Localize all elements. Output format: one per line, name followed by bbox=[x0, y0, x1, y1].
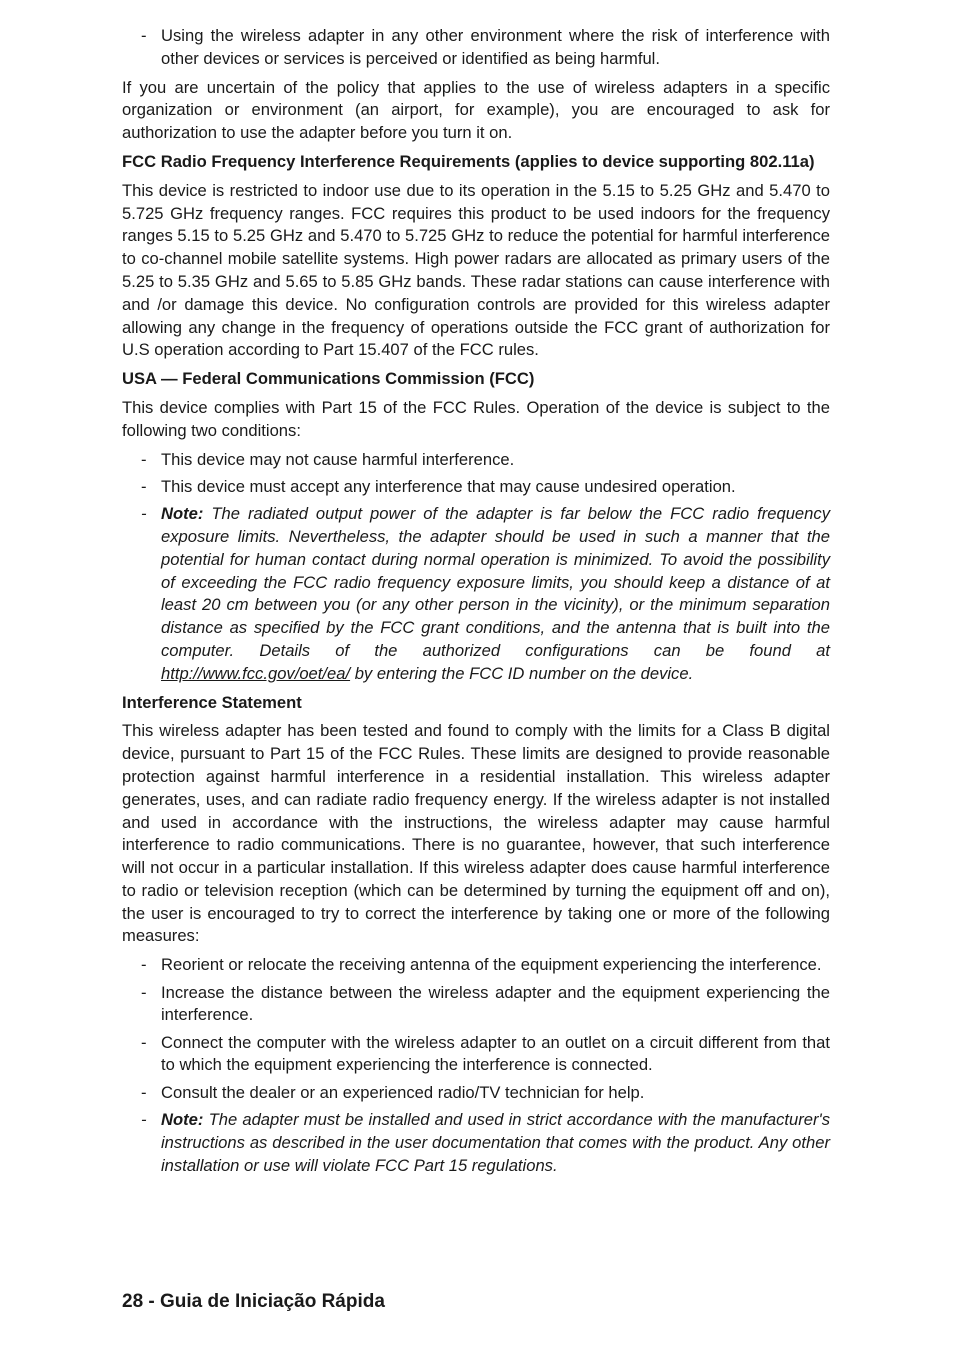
list-item: - Increase the distance between the wireless adapter and the equipment experiencing the interference. bbox=[122, 982, 830, 1028]
note-text-after: by entering the FCC ID number on the device. bbox=[350, 663, 694, 683]
interference-paragraph: This wireless adapter has been tested and found to comply with the limits for a Class B digital device, pursuant to Part 15 of the FCC Rules. These limits are designed to provide reasonable protection against harmful interference in a residential installation. This wireless adapter generates, uses, and can radiate radio frequency energy. If the wireless adapter is not installed and used in accordance with the instructions, the wireless adapter may cause harmful interference to radio communications. There is no guarantee, however, that such interference will not occur in a particular installation. If this wireless adapter does cause harmful interference to radio or television reception (which can be determined by turning the equipment off and on), the user is encouraged to try to correct the interference by taking one or more of the following measures: bbox=[122, 721, 830, 946]
list-item: - Reorient or relocate the receiving antenna of the equipment experiencing the interference. bbox=[122, 954, 830, 977]
page-footer: 28 - Guia de Iniciação Rápida bbox=[122, 1291, 385, 1312]
top-list bbox=[122, 25, 830, 71]
fcc-link[interactable]: http://www.fcc.gov/oet/ea/ bbox=[161, 663, 351, 683]
note-label: Note: bbox=[161, 504, 204, 524]
list-item: - Using the wireless adapter in any other environment where the risk of interference with other devices or services is perceived or identified as being harmful. bbox=[122, 25, 830, 71]
note-label: Note: bbox=[161, 1110, 204, 1130]
list-item: - Consult the dealer or an experienced radio/TV technician for help. bbox=[122, 1082, 830, 1105]
list-item: - This device must accept any interference that may cause undesired operation. bbox=[122, 476, 830, 499]
interference-measures-list bbox=[122, 954, 830, 1177]
note-text: The radiated output power of the adapter is far below the FCC radio frequency exposure limits. Nevertheless, the adapter should be used in such a manner that the potential for human contact during normal operation is minimized. To avoid the possibility of exceeding the FCC radio frequency exposure limits, you should keep a distance of at least 20 cm between you (or any other person in the vicinity), or the minimum separation distance as specified by the FCC grant conditions, and the antenna that is built into the computer. Details of the authorized configurations can be found at bbox=[161, 504, 830, 660]
installation-note bbox=[122, 1109, 830, 1177]
usa-fcc-heading: USA — Federal Communications Commission (FCC) bbox=[122, 369, 535, 389]
note-text: The adapter must be installed and used in strict accordance with the manufacturer's instructions as described in the user documentation that comes with the product. Any other installation or use will violate FCC Part 15 regulations. bbox=[161, 1110, 830, 1175]
list-item: - Connect the computer with the wireless adapter to an outlet on a circuit different from that to which the equipment experiencing the interference is connected. bbox=[122, 1032, 830, 1078]
fcc-rf-heading: FCC Radio Frequency Interference Requirements (applies to device supporting 802.11a) bbox=[122, 151, 815, 171]
document-page bbox=[122, 25, 830, 1183]
list-item: - This device may not cause harmful interference. bbox=[122, 449, 830, 472]
usa-fcc-paragraph: This device complies with Part 15 of the FCC Rules. Operation of the device is subject to the following two conditions: bbox=[122, 397, 830, 440]
intro-paragraph: If you are uncertain of the policy that applies to the use of wireless adapters in a specific organization or environment (an airport, for example), you are encouraged to ask for authorization to use the adapter before you turn it on. bbox=[122, 77, 830, 143]
usa-fcc-conditions-list bbox=[122, 449, 830, 686]
exposure-note bbox=[122, 503, 830, 685]
interference-heading: Interference Statement bbox=[122, 692, 302, 712]
fcc-rf-paragraph: This device is restricted to indoor use due to its operation in the 5.15 to 5.25 GHz and 5.470 to 5.725 GHz frequency ranges. FCC requires this product to be used indoors for the frequency ranges 5.15 to 5.25 GHz and 5.470 to 5.725 GHz to reduce the potential for harmful interference to co-channel mobile satellite systems. High power radars are allocated as primary users of the 5.25 to 5.35 GHz and 5.65 to 5.85 GHz bands. These radar stations can cause interference with and /or damage this device. No configuration controls are provided for this wireless adapter allowing any change in the frequency of operations outside the FCC grant of authorization for U.S operation according to Part 15.407 of the FCC rules. bbox=[122, 180, 830, 360]
